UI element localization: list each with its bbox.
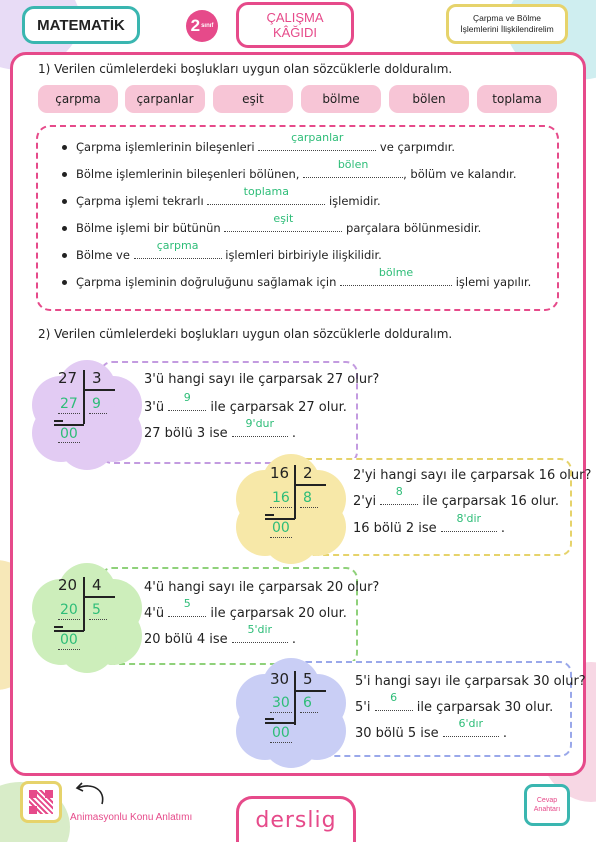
answer-text: 9 [183,391,191,404]
part2-instruction: 2) Verilen cümlelerdeki boşlukları uygun olan sözcüklerle dolduralım. [38,327,453,341]
answer-blank[interactable] [207,185,325,205]
division-bar [294,484,326,486]
question-line: 5'i 6 ile çarparsak 30 olur. [355,691,554,715]
answer-text: bölen [337,158,369,171]
answer-key-button[interactable] [524,784,570,826]
question-line: 3'ü 9 ile çarparsak 27 olur. [144,391,347,415]
answer-blank[interactable] [168,597,206,617]
answer-text: bölme [378,266,414,279]
question-line: 16 bölü 2 ise 8'dir . [353,512,506,536]
grade-number: 2 [190,16,201,35]
answer-text: 8'dir [456,512,482,525]
answer-text: 5'dir [247,623,273,636]
part1-instruction: 1) Verilen cümlelerdeki boşlukları uygun olan sözcüklerle dolduralım. [38,62,453,76]
answer-blank[interactable] [58,413,80,414]
answer-blank[interactable] [300,507,318,508]
answer-blank[interactable] [258,131,376,151]
divisor: 4 [92,576,102,594]
division-bar [83,596,115,598]
quotient-answer: 6 [303,695,312,711]
sentence-text: Bölme işlemlerinin bileşenleri bölünen, [76,167,304,181]
word-chip[interactable]: bölen [389,85,469,113]
sentence-text: Bölme işlemi bir bütünün [76,221,225,235]
word-chip[interactable]: toplama [477,85,557,113]
flower-bg [236,658,346,768]
answer-blank[interactable] [375,691,413,711]
answer-blank[interactable] [303,158,403,178]
remainder-answer: 00 [272,520,290,536]
answer-blank[interactable] [58,619,80,620]
bullet [62,226,67,231]
word-chip[interactable]: çarpanlar [125,85,205,113]
quotient-answer: 8 [303,490,312,506]
answer-blank[interactable] [380,485,418,505]
minus-sign [54,626,63,628]
answer-text: 8 [395,485,403,498]
remainder-answer: 00 [60,426,78,442]
division-bar [83,389,115,391]
sentence-text: Çarpma işlemlerinin bileşenleri [76,140,259,154]
dividend: 30 [270,670,290,688]
minus-sign [54,420,63,422]
answer-text: 6 [390,691,398,704]
answer-key-line2: Anahtarı [533,806,561,813]
sentence-text: , bölüm ve kalandır. [403,167,517,181]
divisor: 5 [303,670,313,688]
minus-sign [265,718,274,720]
answer-blank[interactable] [89,413,107,414]
answer-blank[interactable] [89,619,107,620]
bullet [62,199,67,204]
worksheet-title [236,2,354,48]
sentence-text: Çarpma işleminin doğruluğunu sağlamak için [76,275,341,289]
sentence-text: parçalara bölünmesidir. [342,221,482,235]
answer-blank[interactable] [443,717,499,737]
answer-key-line1: Cevap [536,797,558,804]
dividend: 16 [270,464,290,482]
sentence-text: Bölme ve [76,248,134,262]
bullet [62,280,67,285]
quotient-answer: 9 [92,396,101,412]
fill-sentence [62,158,517,181]
flower-bg [32,563,142,673]
bullet [62,172,67,177]
fill-sentence [62,131,456,154]
word-chip[interactable]: çarpma [38,85,118,113]
answer-blank[interactable] [224,212,342,232]
answer-text: 5 [183,597,191,610]
answer-blank[interactable] [232,623,288,643]
answer-blank[interactable] [300,712,318,713]
bullet [62,145,67,150]
division-bar [294,690,326,692]
answer-text: 6'dır [458,717,484,730]
word-chip[interactable]: bölme [301,85,381,113]
answer-blank[interactable] [270,537,292,538]
product-answer: 30 [272,695,290,711]
sentence-text: işlemleri birbiriyle ilişkilidir. [221,248,382,262]
brand-logo: derslig [236,796,356,842]
dividend: 27 [58,369,78,387]
sentence-text: ve çarpımdır. [376,140,456,154]
question-line: 2'yi hangi sayı ile çarparsak 16 olur? [353,468,592,483]
answer-text: eşit [273,212,294,225]
answer-blank[interactable] [168,391,206,411]
question-line: 2'yi 8 ile çarparsak 16 olur. [353,485,559,509]
sentence-text: işlemi yapılır. [452,275,532,289]
divisor: 2 [303,464,313,482]
question-line: 27 bölü 3 ise 9'dur . [144,417,297,441]
remainder-answer: 00 [60,632,78,648]
sentence-text: Çarpma işlemi tekrarlı [76,194,208,208]
question-line: 20 bölü 4 ise 5'dir . [144,623,297,647]
subject-title: MATEMATİK [22,6,140,44]
dividend: 20 [58,576,78,594]
worksheet-title-line2: KÂĞIDI [272,25,318,40]
answer-text: toplama [243,185,289,198]
question-line: 4'ü 5 ile çarparsak 20 olur. [144,597,347,621]
question-line: 3'ü hangi sayı ile çarparsak 27 olur? [144,372,380,387]
answer-text: çarpanlar [291,131,344,144]
answer-text: çarpma [156,239,199,252]
topic-line2: İşlemlerini İlişkilendirelim [460,24,554,34]
animation-link[interactable]: Animasyonlu Konu Anlatımı [70,812,193,823]
answer-text: 9'dur [245,417,275,430]
division-bar [294,671,296,725]
question-line: 30 bölü 5 ise 6'dır . [355,717,508,741]
curved-arrow-icon [72,780,108,808]
grade-badge [186,10,218,42]
answer-blank[interactable] [232,417,288,437]
answer-blank[interactable] [270,742,292,743]
topic-box [446,4,568,44]
fill-sentence [62,266,532,289]
answer-blank[interactable] [134,239,222,259]
product-answer: 16 [272,490,290,506]
divisor: 3 [92,369,102,387]
flower-bg [32,360,142,470]
question-line: 5'i hangi sayı ile çarparsak 30 olur? [355,674,586,689]
answer-blank[interactable] [270,507,292,508]
division-bar [83,370,85,424]
grade-suffix: sınıf [201,22,214,29]
product-answer: 27 [60,396,78,412]
remainder-answer: 00 [272,725,290,741]
answer-blank[interactable] [58,649,80,650]
minus-sign [265,514,274,516]
quotient-answer: 5 [92,602,101,618]
qr-code-icon[interactable] [20,781,62,823]
topic-line1: Çarpma ve Bölme [472,13,542,23]
fill-sentence [62,185,381,208]
fill-sentence [62,239,382,262]
flower-bg [236,454,346,564]
sentence-text: işlemidir. [325,194,381,208]
fill-sentence [62,212,482,235]
division-bar [83,577,85,631]
answer-blank[interactable] [340,266,452,286]
worksheet-title-line1: ÇALIŞMA [266,10,324,25]
word-chip[interactable]: eşit [213,85,293,113]
answer-blank[interactable] [270,712,292,713]
answer-blank[interactable] [58,442,80,443]
answer-blank[interactable] [441,512,497,532]
product-answer: 20 [60,602,78,618]
division-bar [294,465,296,519]
question-line: 4'ü hangi sayı ile çarparsak 20 olur? [144,580,380,595]
division-bar [265,722,295,724]
bullet [62,253,67,258]
